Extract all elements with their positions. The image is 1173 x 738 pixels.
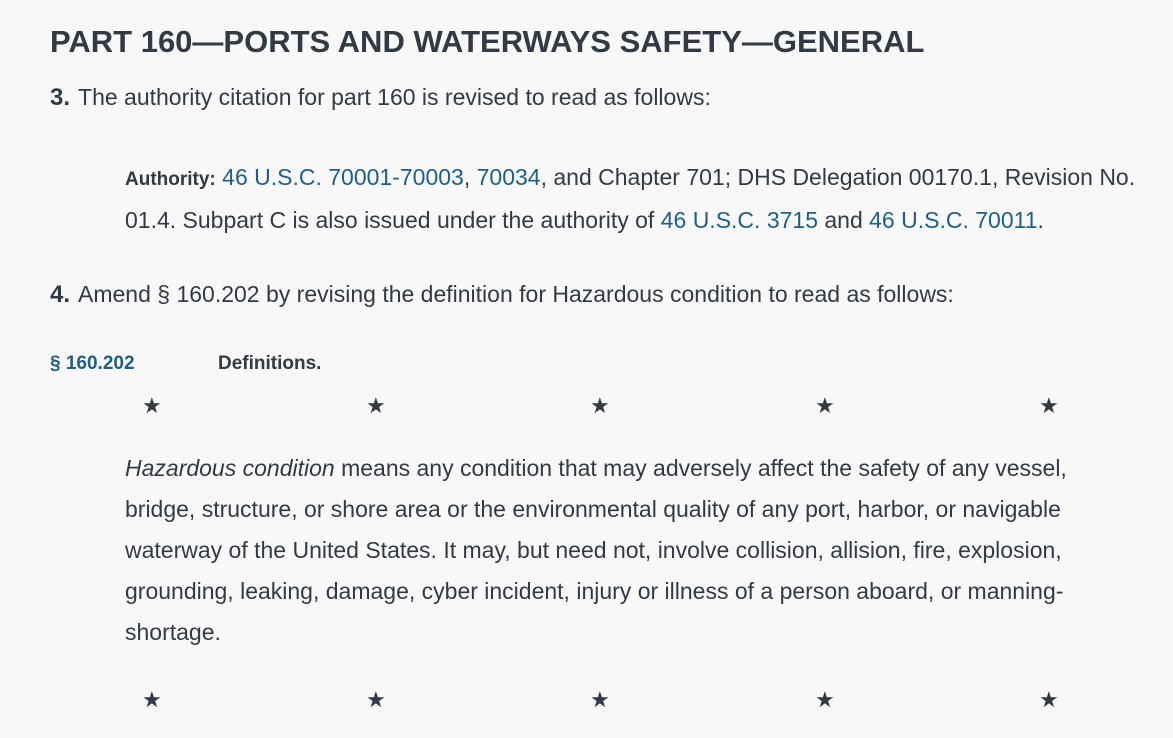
star-icon: ★: [590, 393, 610, 418]
authority-text-and: and: [817, 207, 870, 233]
citation-link-46-usc-70011[interactable]: 46 U.S.C. 70011: [869, 207, 1038, 233]
star-icon: ★: [366, 687, 386, 712]
instruction-text: The authority citation for part 160 is revised to read as follows:: [78, 84, 711, 110]
amendment-instruction-4: [50, 281, 954, 309]
star-icon: ★: [815, 393, 835, 418]
citation-link-46-usc-70001[interactable]: 46 U.S.C. 70001-70003: [222, 164, 464, 190]
instruction-text: Amend § 160.202 by revising the definition for Hazardous condition to read as follows:: [78, 281, 954, 307]
instruction-number: 4.: [50, 281, 71, 308]
star-icon: ★: [142, 393, 162, 418]
part-title: PART 160—PORTS AND WATERWAYS SAFETY—GENERAL: [50, 24, 925, 59]
instruction-number: 3.: [50, 84, 71, 111]
authority-citation: [125, 157, 1165, 241]
star-icon: ★: [366, 393, 386, 418]
star-icon: ★: [815, 687, 835, 712]
definition-paragraph: [125, 448, 1125, 653]
definition-text: means any condition that may adversely affect the safety of any vessel, bridge, structure, or shore area or the environmental quality of any port, harbor, or navigable waterway of the United States. It may, but need not, involve collision, allision, fire, explosion, grounding, leaking, damage, cyber incident, injury or illness of a person aboard, or manning-shortage.: [125, 455, 1067, 645]
citation-link-70034[interactable]: 70034: [476, 164, 541, 190]
citation-link-46-usc-3715[interactable]: 46 U.S.C. 3715: [660, 207, 818, 233]
authority-label: Authority:: [125, 169, 216, 190]
section-number-link[interactable]: § 160.202: [50, 353, 135, 374]
star-icon: ★: [142, 687, 162, 712]
authority-text: , and Chapter 701; DHS Delegation 00170.1, Revision No. 01.4. Subpart C is also issued under the authority of: [125, 164, 1136, 233]
section-title: Definitions.: [218, 353, 322, 374]
star-icon: ★: [1039, 393, 1059, 418]
omission-stars-bottom: [50, 687, 1160, 717]
omission-stars-top: [50, 393, 1160, 423]
defined-term: Hazardous condition: [125, 455, 335, 481]
section-heading: [50, 353, 322, 375]
authority-separator: ,: [463, 164, 477, 190]
star-icon: ★: [590, 687, 610, 712]
amendment-instruction-3: [50, 84, 711, 112]
star-icon: ★: [1039, 687, 1059, 712]
authority-text-end: .: [1037, 207, 1044, 233]
